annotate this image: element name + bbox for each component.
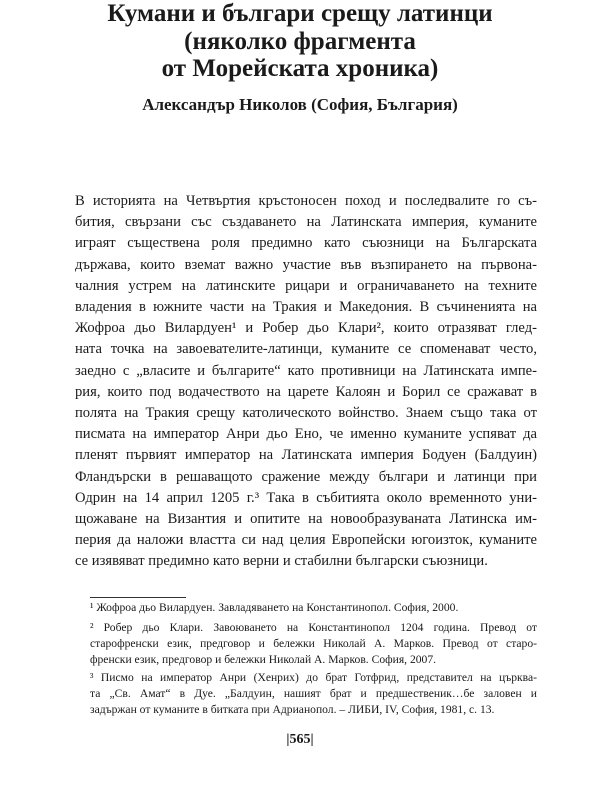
footnote-line: та „Св. Амат“ в Дуе. „Балдуин, нашият брат и предшественик…бе заловен и	[90, 687, 537, 701]
body-line: В историята на Четвъртия кръстоносен поход и последвалите го съ-	[75, 193, 537, 209]
body-line: писмата на император Анри дьо Ено, че именно куманите успяват да	[75, 426, 537, 443]
article-title	[60, 0, 540, 83]
body-line: чалния устрем на латинските рицари и ограничаването на техните	[75, 277, 537, 294]
footnote-line: ³ Писмо на император Анри (Хенрих) до брат Готфрид, представител на църква-	[90, 671, 537, 684]
page-number: |565|	[286, 732, 314, 747]
author-line: Александър Николов (София, България)	[142, 95, 458, 114]
body-line: рия, които под водачеството на царете Калоян и Борил се сражават в	[75, 383, 537, 400]
body-line: бития, свързани със създаването на Латинската империя, куманите	[75, 214, 537, 231]
body-line: щожаване на Византия и опитите на новообразуваната Латинска им-	[75, 511, 537, 528]
title-line-3: от Морейската хроника)	[161, 55, 439, 82]
footnote-3	[90, 670, 537, 719]
footnote-1	[90, 600, 537, 616]
footnote-2	[90, 620, 537, 669]
body-line: заедно с „власите и българите“ като противници на Латинската импе-	[75, 362, 537, 379]
body-line: перия да наложи властта си над целия Европейски югоизток, куманите	[75, 532, 537, 549]
body-line: владения в южните части на Тракия и Македония. В съчиненията на	[75, 299, 537, 316]
footnote-line: задържан от куманите в битката при Адрианопол. – ЛИБИ, IV, София, 1981, с. 13.	[90, 703, 495, 717]
body-line: държава, които вземат важно участие във възпирането на първона-	[75, 256, 537, 273]
body-line: Одрин на 14 април 1205 г.³ Така в събитията около временното уни-	[75, 489, 537, 506]
body-line: играят съществена роля предимно като съюзници на Българската	[75, 235, 537, 252]
body-line: се изявяват предимно като верни и стабилни български съюзници.	[75, 553, 488, 570]
footnote-line: френски език, предговор и бележки Николай А. Марков. София, 2007.	[90, 653, 437, 667]
body-line: пленят първият император на Латинската империя Бодуен (Балдуин)	[75, 447, 537, 464]
body-line: Жофроа дьо Вилардуен¹ и Робер дьо Клари², които отразяват глед-	[75, 320, 537, 337]
body-line: полята на Тракия срещу католическото войнство. Знаем също така от	[75, 405, 537, 422]
title-line-2: (няколко фрагмента	[184, 27, 416, 55]
title-line-1: Кумани и българи срещу латинци	[107, 0, 493, 27]
body-line: Фландърски в решаващото сражение между българи и латинци при	[75, 468, 537, 485]
footnote-line: ² Робер дьо Клари. Завоюването на Константинопол 1204 година. Превод от	[90, 621, 537, 634]
body-line: ната точка на завоевателите-латинци, куманите се споменават често,	[75, 341, 537, 358]
footnote-divider	[90, 597, 186, 598]
body-paragraph	[75, 191, 537, 573]
footnote-line: ¹ Жофроа дьо Вилардуен. Завладяването на Константинопол. София, 2000.	[90, 601, 459, 614]
footnote-line: старофренски език, предговор и бележки Николай А. Марков. Превод от старо-	[90, 637, 537, 651]
